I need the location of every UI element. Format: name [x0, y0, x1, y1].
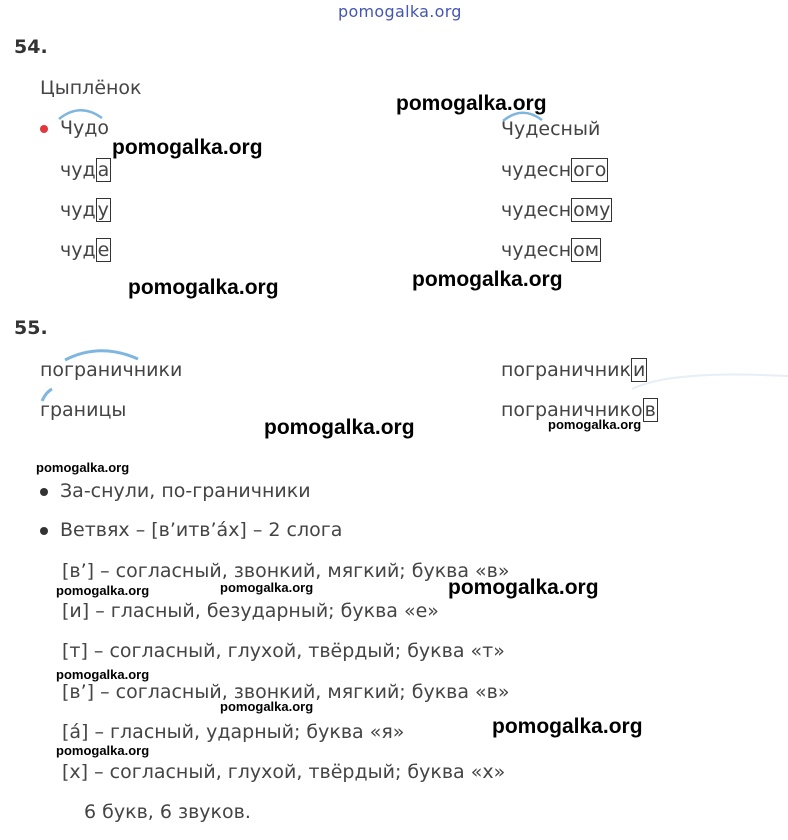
- sound-line-3: [т] – согласный, глухой, твёрдый; буква «т»: [62, 640, 505, 662]
- sound-line-4: [в’] – согласный, звонкий, мягкий; буква «в»: [62, 681, 510, 703]
- red-bullet-icon: [40, 125, 48, 133]
- watermark-small: pomogalka.org: [220, 699, 314, 714]
- ex55-bullet-2: Ветвях – [в’итв’а́х] – 2 слога: [40, 519, 342, 541]
- ending-box: е: [97, 239, 110, 261]
- ex55-bullet-1: За-снули, по-граничники: [40, 480, 311, 502]
- ex54-right-root-word: Чудесный: [501, 118, 601, 140]
- exercise-54-number: 54.: [14, 36, 48, 58]
- ending-box: ому: [573, 199, 611, 221]
- sound-line-2: [и] – гласный, безударный; буква «е»: [62, 600, 439, 622]
- watermark-small: pomogalka.org: [56, 667, 150, 682]
- ending-box: ом: [573, 239, 600, 261]
- watermark-big: pomogalka.org: [112, 136, 263, 159]
- watermark-small: pomogalka.org: [36, 460, 130, 475]
- watermark-small: pomogalka.org: [220, 580, 314, 595]
- sound-line-5: [а́] – гласный, ударный; буква «я»: [62, 721, 405, 743]
- ex54-left-form-2: чуд у: [60, 199, 109, 221]
- black-bullet-icon: [40, 488, 48, 496]
- watermark-big: pomogalka.org: [264, 416, 415, 439]
- watermark-small: pomogalka.org: [56, 583, 150, 598]
- ex54-left-form-3: чуд е: [60, 239, 110, 261]
- exercise-55-number: 55.: [14, 317, 48, 339]
- faint-arc-icon: [630, 368, 788, 390]
- black-bullet-icon: [40, 527, 48, 535]
- ex55-right-form-2: пограничнико в: [501, 399, 656, 421]
- ending-box: в: [644, 399, 656, 421]
- ending-box: у: [97, 199, 109, 221]
- ex54-left-title: Цыплёнок: [40, 77, 142, 99]
- ending-box: а: [97, 159, 110, 181]
- watermark-top: pomogalka.org: [338, 2, 462, 21]
- summary-line: 6 букв, 6 звуков.: [84, 801, 251, 823]
- ex54-left-root-word: Чудо: [40, 117, 109, 139]
- ex55-right-form-1: пограничник и: [501, 359, 646, 381]
- ex54-right-form-2: чудесн ому: [501, 199, 611, 221]
- watermark-big: pomogalka.org: [412, 268, 563, 291]
- watermark-big: pomogalka.org: [448, 576, 599, 599]
- ex55-left-word-1: пограничники: [40, 359, 183, 381]
- watermark-small: pomogalka.org: [548, 417, 642, 432]
- watermark-big: pomogalka.org: [396, 92, 547, 115]
- ex54-right-form-1: чудесн ого: [501, 159, 607, 181]
- watermark-small: pomogalka.org: [56, 743, 150, 758]
- watermark-big: pomogalka.org: [128, 276, 279, 299]
- sound-line-6: [х] – согласный, глухой, твёрдый; буква «х»: [62, 761, 506, 783]
- ex54-right-form-3: чудесн ом: [501, 239, 600, 261]
- ending-box: и: [632, 359, 646, 381]
- watermark-big: pomogalka.org: [492, 715, 643, 738]
- sound-line-1: [в’] – согласный, звонкий, мягкий; буква «в»: [62, 560, 510, 582]
- ending-box: ого: [573, 159, 607, 181]
- ex55-left-word-2: границы: [40, 399, 127, 421]
- ex54-left-form-1: чуд а: [60, 159, 110, 181]
